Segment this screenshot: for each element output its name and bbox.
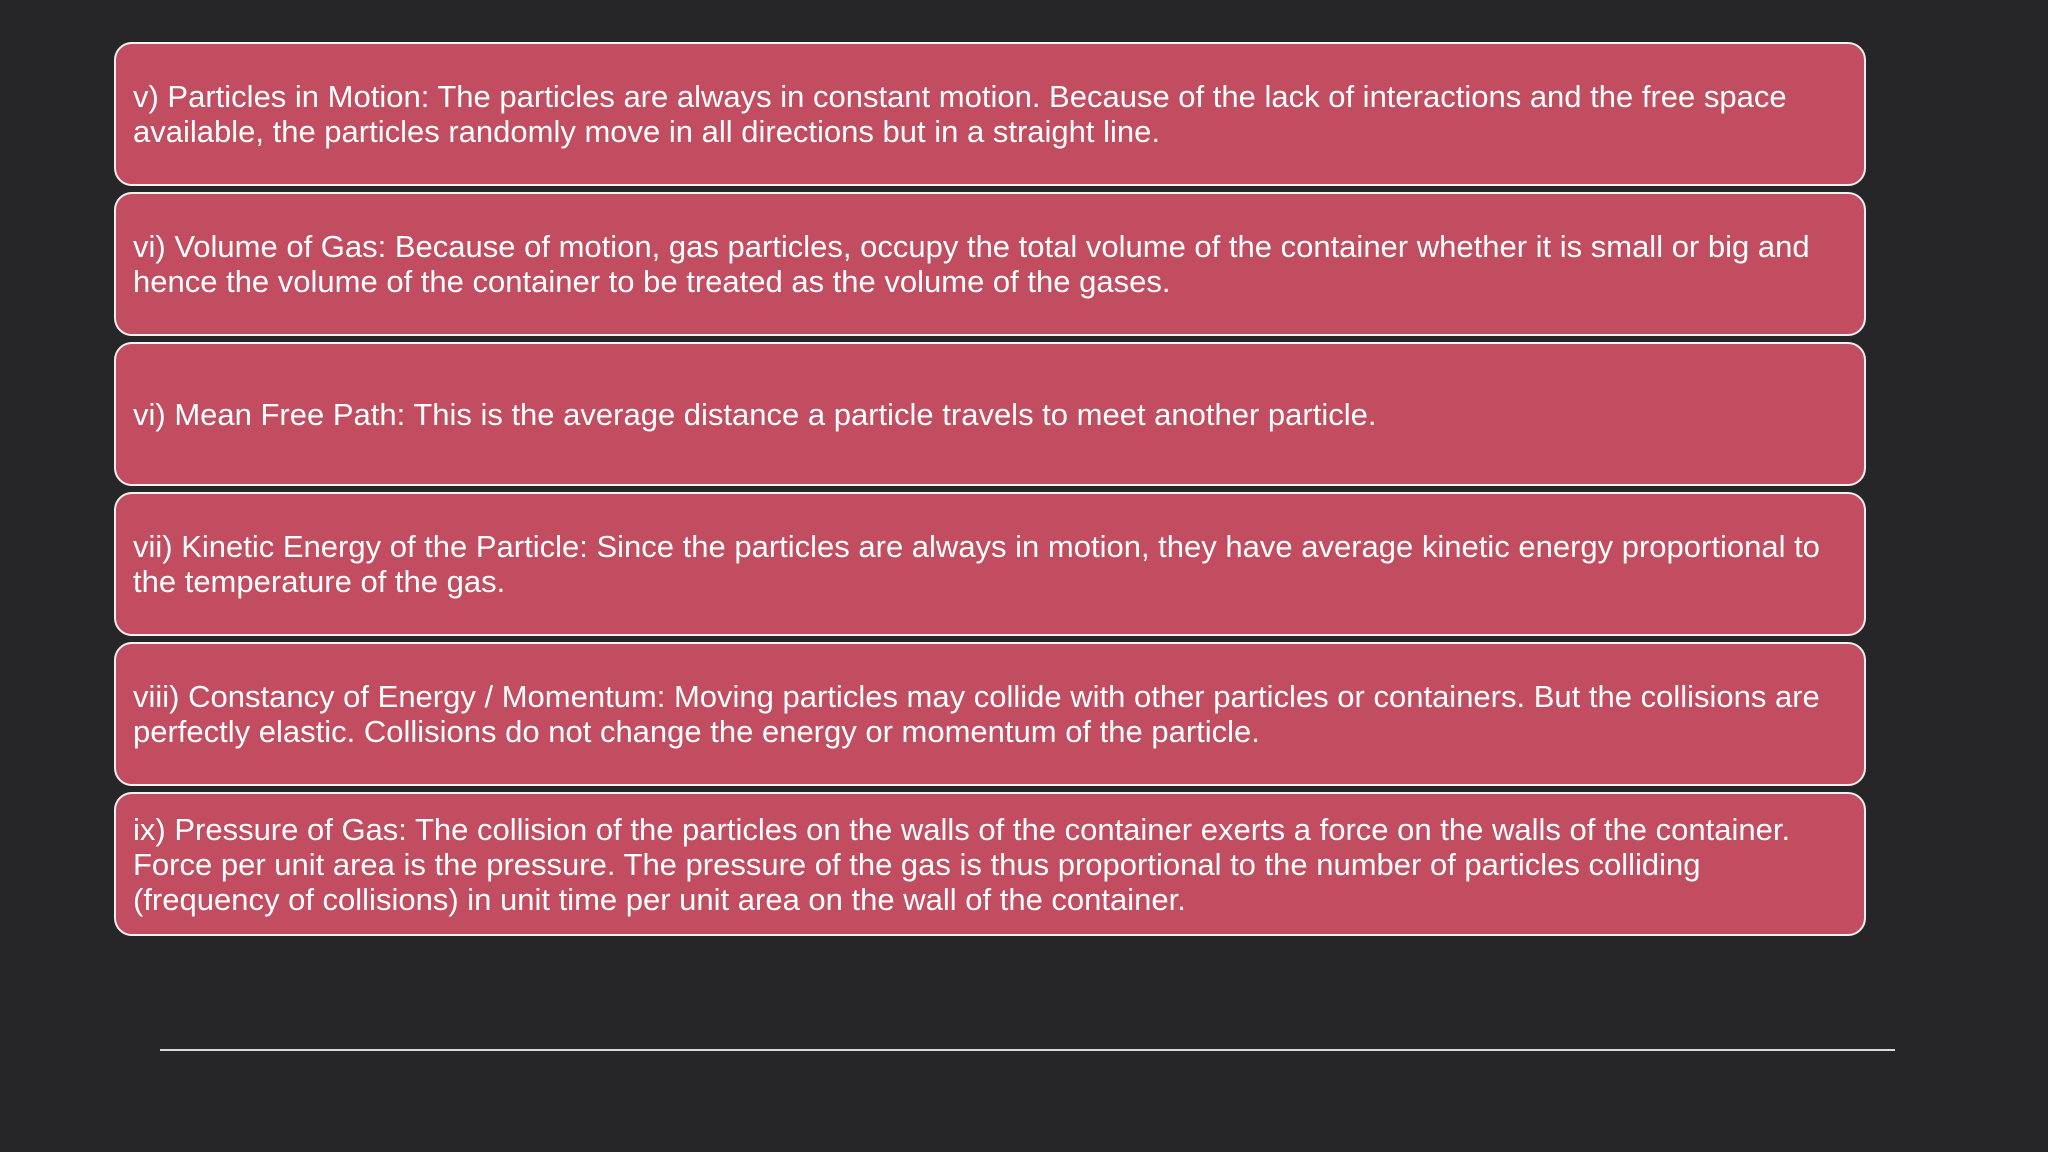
content-box-constancy-of-energy: [114, 642, 1866, 786]
content-box-particles-in-motion: [114, 42, 1866, 186]
footer-divider: [160, 1049, 1895, 1051]
content-box-list: [114, 42, 1866, 942]
content-box-mean-free-path: [114, 342, 1866, 486]
content-box-pressure-of-gas: [114, 792, 1866, 936]
content-box-kinetic-energy: [114, 492, 1866, 636]
box-text: v) Particles in Motion: The particles are always in constant motion. Because of the lack of interactions and the free space available, the particles randomly move in all directions but in a straight line.: [133, 79, 1787, 149]
box-text: vii) Kinetic Energy of the Particle: Since the particles are always in motion, they have average kinetic energy proportional to the temperature of the gas.: [133, 529, 1820, 599]
content-box-volume-of-gas: [114, 192, 1866, 336]
box-text: vi) Mean Free Path: This is the average distance a particle travels to meet another particle.: [133, 396, 1377, 432]
box-text: vi) Volume of Gas: Because of motion, gas particles, occupy the total volume of the container whether it is small or big and hence the volume of the container to be treated as the volume of the gases.: [133, 229, 1810, 299]
box-text: viii) Constancy of Energy / Momentum: Moving particles may collide with other particles or containers. But the collisions are perfectly elastic. Collisions do not change the energy or momentum of the particle.: [133, 679, 1820, 749]
box-text: ix) Pressure of Gas: The collision of the particles on the walls of the container exerts a force on the walls of the container. Force per unit area is the pressure. The pressure of the gas is thus proportional to the number of particles colliding (frequency of collisions) in unit time per unit area on the wall of the container.: [133, 811, 1791, 917]
